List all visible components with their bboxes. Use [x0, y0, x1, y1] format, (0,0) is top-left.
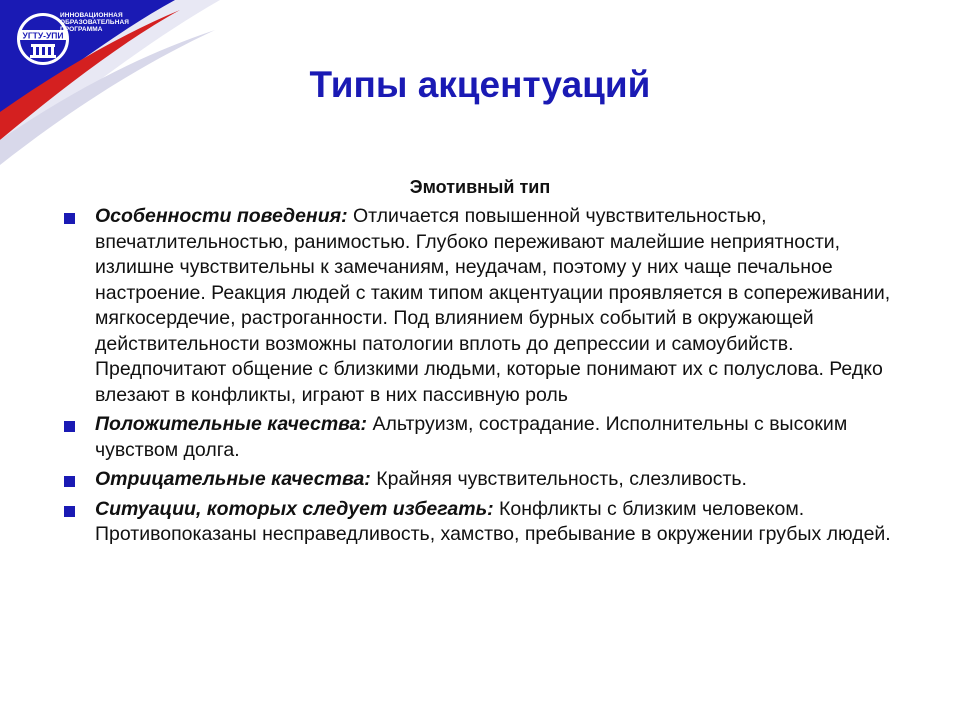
bullet-list — [64, 204, 910, 552]
logo-caption — [60, 12, 150, 33]
slide-title: Типы акцентуаций — [309, 64, 651, 105]
item-label: Особенности поведения: — [95, 205, 348, 227]
logo-caption-line: ОБРАЗОВАТЕЛЬНАЯ — [60, 19, 130, 26]
item-text: Крайняя чувствительность, слезливость. — [370, 468, 747, 490]
list-item — [64, 204, 910, 408]
logo-caption-line: ИННОВАЦИОННАЯ — [60, 12, 123, 19]
logo-caption-line: ПРОГРАММА — [60, 26, 103, 33]
square-bullet-icon — [64, 476, 75, 487]
slide-subtitle: Эмотивный тип — [409, 177, 551, 197]
item-label: Ситуации, которых следует избегать: — [95, 497, 494, 520]
item-text: Отличается повышенной чувствительностью, впечатлительностью, ранимостью. Глубоко переживают малейшие неприятности, излишне чувствительны к замечаниям, неудачам, поэтому у них чаще печальное настроение. Реакция людей с таким типом акцентуации проявляется в сопереживании, мягкосердечие, растроганности. Под влиянием бурных событий в окружающей действительности возможны патологии вплоть до депрессии и самоубийств. Предпочитают общение с близкими людьми, которые понимают их с полуслова. Редко влезают в конфликты, играют в них пассивную роль — [95, 205, 891, 406]
list-item — [64, 412, 910, 463]
item-text: Альтруизм, сострадание. Исполнительны с высоким чувством долга. — [95, 413, 848, 461]
square-bullet-icon — [64, 506, 75, 517]
item-label: Положительные качества: — [95, 413, 368, 435]
list-item — [64, 497, 910, 548]
list-item — [64, 467, 910, 493]
square-bullet-icon — [64, 213, 75, 224]
item-text: Конфликты с близким человеком. Противопоказаны несправедливость, хамство, пребывание в окружении грубых людей. — [95, 497, 891, 545]
item-label: Отрицательные качества: — [95, 468, 371, 490]
square-bullet-icon — [64, 421, 75, 432]
logo-emblem-text: УГТУ-УПИ — [22, 30, 64, 41]
